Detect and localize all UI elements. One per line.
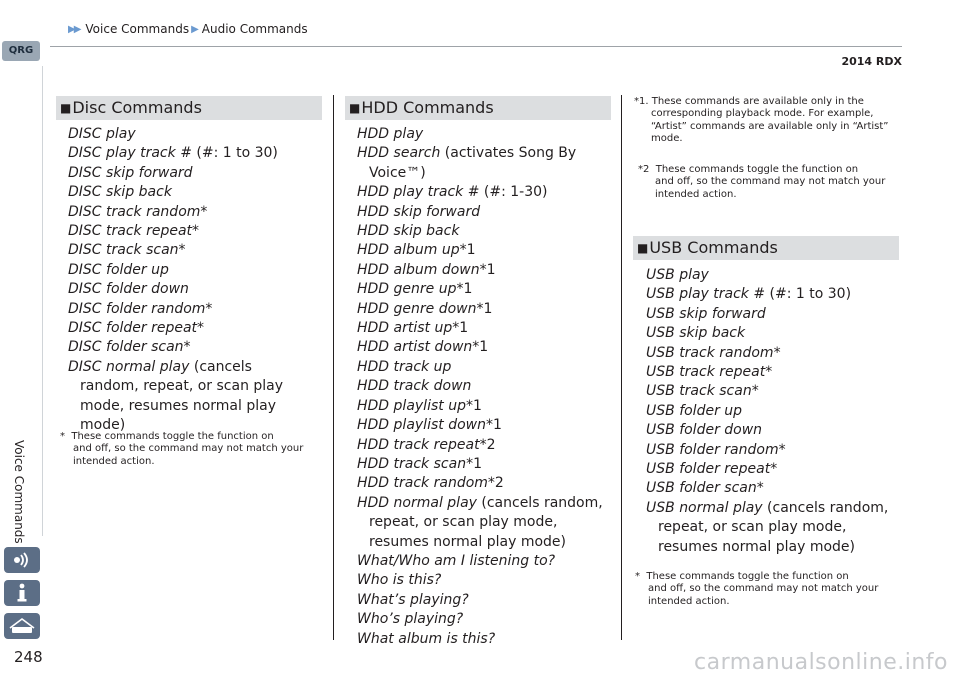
command-detail: *1	[452, 320, 469, 337]
command-text: HDD play track	[357, 184, 464, 201]
page-number: 248	[14, 648, 43, 666]
command-item	[357, 280, 609, 299]
command-detail: *1	[479, 261, 496, 278]
command-item	[357, 338, 609, 357]
voice-icon	[11, 550, 33, 570]
command-item	[357, 183, 609, 202]
command-text: HDD track repeat	[357, 436, 480, 453]
command-item	[68, 358, 308, 436]
breadcrumb	[68, 22, 308, 36]
command-item	[357, 416, 609, 435]
command-item	[646, 499, 891, 557]
command-item	[68, 203, 308, 222]
command-item	[357, 571, 609, 590]
command-text: HDD normal play	[357, 494, 477, 511]
command-item	[357, 474, 609, 493]
command-text: DISC track repeat*	[68, 223, 200, 240]
command-text: What album is this?	[357, 630, 496, 647]
command-text: Who is this?	[357, 572, 442, 589]
command-text: HDD track random	[357, 475, 488, 492]
command-item	[646, 285, 891, 304]
command-item	[646, 421, 891, 440]
breadcrumb-current: Audio Commands	[201, 22, 308, 36]
command-text: DISC folder scan*	[68, 339, 191, 356]
command-text: USB play track	[646, 286, 749, 303]
command-text: HDD genre down	[357, 300, 477, 317]
footnote-1: *1. These commands are available only in the corresponding playback mode. For example, “Artist” commands are available only in “Artist” mode.	[634, 96, 889, 144]
disc-command-list	[68, 125, 308, 436]
command-item	[357, 241, 609, 260]
qrg-button[interactable]: QRG	[2, 41, 40, 61]
command-item	[646, 344, 891, 363]
arrow-icon: ▶	[191, 23, 199, 35]
model-label: 2014 RDX	[841, 55, 902, 68]
sidebar	[0, 0, 50, 678]
command-text: HDD playlist up	[357, 397, 466, 414]
disc-commands-heading: ■Disc Commands	[56, 96, 322, 120]
command-text: DISC play track	[68, 145, 176, 162]
command-item	[68, 183, 308, 202]
command-text: DISC play	[68, 126, 136, 142]
command-item	[646, 479, 891, 498]
command-text: HDD skip back	[357, 223, 460, 240]
usb-command-list	[646, 266, 891, 557]
command-detail: # (#: 1 to 30)	[748, 286, 852, 303]
command-item	[357, 630, 609, 649]
command-item	[357, 591, 609, 610]
column-divider	[333, 95, 334, 640]
command-detail: (cancels random, repeat, or scan play mode, resumes normal play mode)	[658, 499, 889, 555]
command-item	[357, 300, 609, 319]
column-divider	[621, 95, 622, 640]
command-item	[68, 164, 308, 183]
usb-footnote: * These commands toggle the function on and off, so the command may not match your intended action.	[635, 571, 879, 607]
command-text: USB skip back	[646, 325, 746, 342]
command-item	[357, 144, 609, 183]
header-rule	[50, 46, 902, 47]
command-item	[68, 241, 308, 260]
command-item	[357, 610, 609, 629]
command-text: USB folder random*	[646, 441, 786, 458]
command-item	[357, 377, 609, 396]
command-detail: # (#: 1-30)	[463, 184, 548, 201]
command-text: USB track random*	[646, 344, 781, 361]
command-item	[357, 494, 609, 552]
sidebar-rule	[42, 66, 43, 536]
command-text: DISC skip forward	[68, 164, 193, 181]
command-text: USB folder up	[646, 402, 743, 419]
command-text: HDD playlist down	[357, 417, 486, 434]
command-text: What’s playing?	[357, 591, 469, 608]
usb-commands-heading: ■USB Commands	[633, 236, 899, 260]
command-item	[68, 222, 308, 241]
command-item	[646, 363, 891, 382]
command-text: Who’s playing?	[357, 611, 464, 628]
command-item	[357, 358, 609, 377]
command-text: USB folder repeat*	[646, 461, 778, 478]
command-text: HDD artist down	[357, 339, 473, 356]
square-bullet-icon: ■	[60, 101, 72, 115]
command-text: USB folder scan*	[646, 480, 764, 497]
command-text: HDD album down	[357, 261, 480, 278]
command-item	[357, 455, 609, 474]
command-item	[357, 552, 609, 571]
command-item	[646, 382, 891, 401]
watermark: carmanualsonline.info	[694, 650, 948, 675]
command-detail: (activates Song By Voice™)	[369, 145, 577, 181]
command-detail: (cancels random, repeat, or scan play mode, resumes normal play mode)	[369, 494, 603, 550]
command-item	[357, 261, 609, 280]
info-button[interactable]	[4, 580, 40, 606]
command-item	[68, 338, 308, 357]
voice-command-button[interactable]	[4, 547, 40, 573]
command-item	[646, 305, 891, 324]
info-icon	[15, 583, 29, 603]
disc-footnote: * These commands toggle the function on and off, so the command may not match your intended action.	[60, 431, 304, 467]
command-text: HDD album up	[357, 242, 460, 259]
hdd-commands-heading: ■HDD Commands	[345, 96, 611, 120]
command-item	[68, 319, 308, 338]
command-text: DISC normal play	[68, 358, 190, 375]
command-text: HDD track down	[357, 378, 472, 395]
command-detail: *1	[456, 281, 473, 298]
command-text: HDD play	[357, 126, 424, 142]
command-detail: *1	[472, 339, 489, 356]
command-text: DISC track scan*	[68, 242, 186, 259]
command-text: USB play	[646, 267, 709, 283]
command-text: HDD genre up	[357, 281, 457, 298]
command-item	[68, 261, 308, 280]
command-item	[646, 266, 891, 285]
home-icon	[7, 616, 37, 636]
command-text: USB track scan*	[646, 383, 759, 400]
command-detail: *2	[487, 475, 504, 492]
breadcrumb-parent-link[interactable]: Voice Commands	[85, 22, 190, 36]
sidebar-section-label: Voice Commands	[12, 440, 26, 544]
command-detail: # (#: 1 to 30)	[175, 145, 278, 162]
command-item	[646, 460, 891, 479]
command-item	[68, 300, 308, 319]
command-item	[357, 203, 609, 222]
command-text: HDD track up	[357, 358, 452, 375]
command-item	[68, 280, 308, 299]
command-text: DISC folder down	[68, 281, 189, 298]
command-detail: *2	[479, 436, 496, 453]
command-text: What/Who am I listening to?	[357, 552, 556, 569]
command-detail: *1	[466, 455, 482, 472]
command-item	[357, 319, 609, 338]
command-text: DISC track random*	[68, 203, 208, 220]
command-text: DISC skip back	[68, 184, 172, 201]
home-button[interactable]	[4, 613, 40, 639]
footnote-2: *2 These commands toggle the function on and off, so the command may not match your intended action.	[638, 164, 886, 200]
command-detail: *1	[459, 242, 476, 259]
square-bullet-icon: ■	[349, 101, 361, 115]
command-item	[357, 436, 609, 455]
double-arrow-icon: ▶▶	[68, 23, 80, 35]
command-item	[357, 125, 609, 144]
hdd-command-list	[357, 125, 609, 649]
command-item	[68, 125, 308, 144]
square-bullet-icon: ■	[637, 241, 649, 255]
command-item	[646, 441, 891, 460]
command-text: HDD track scan	[357, 455, 467, 472]
command-detail: *1	[476, 300, 493, 317]
command-item	[357, 397, 609, 416]
command-text: USB folder down	[646, 422, 763, 439]
command-text: HDD skip forward	[357, 203, 481, 220]
command-text: USB normal play	[646, 499, 763, 516]
command-text: HDD search	[357, 145, 441, 162]
command-item	[357, 222, 609, 241]
command-text: DISC folder repeat*	[68, 320, 205, 337]
command-item	[646, 402, 891, 421]
command-text: HDD artist up	[357, 320, 453, 337]
command-detail: (cancels random, repeat, or scan play mode, resumes normal play mode)	[80, 358, 284, 434]
command-text: DISC folder random*	[68, 300, 213, 317]
command-detail: *1	[465, 397, 482, 414]
command-item	[68, 144, 308, 163]
command-text: USB track repeat*	[646, 364, 773, 381]
command-detail: *1	[485, 417, 502, 434]
command-text: USB skip forward	[646, 305, 766, 322]
command-item	[646, 324, 891, 343]
command-text: DISC folder up	[68, 261, 169, 278]
